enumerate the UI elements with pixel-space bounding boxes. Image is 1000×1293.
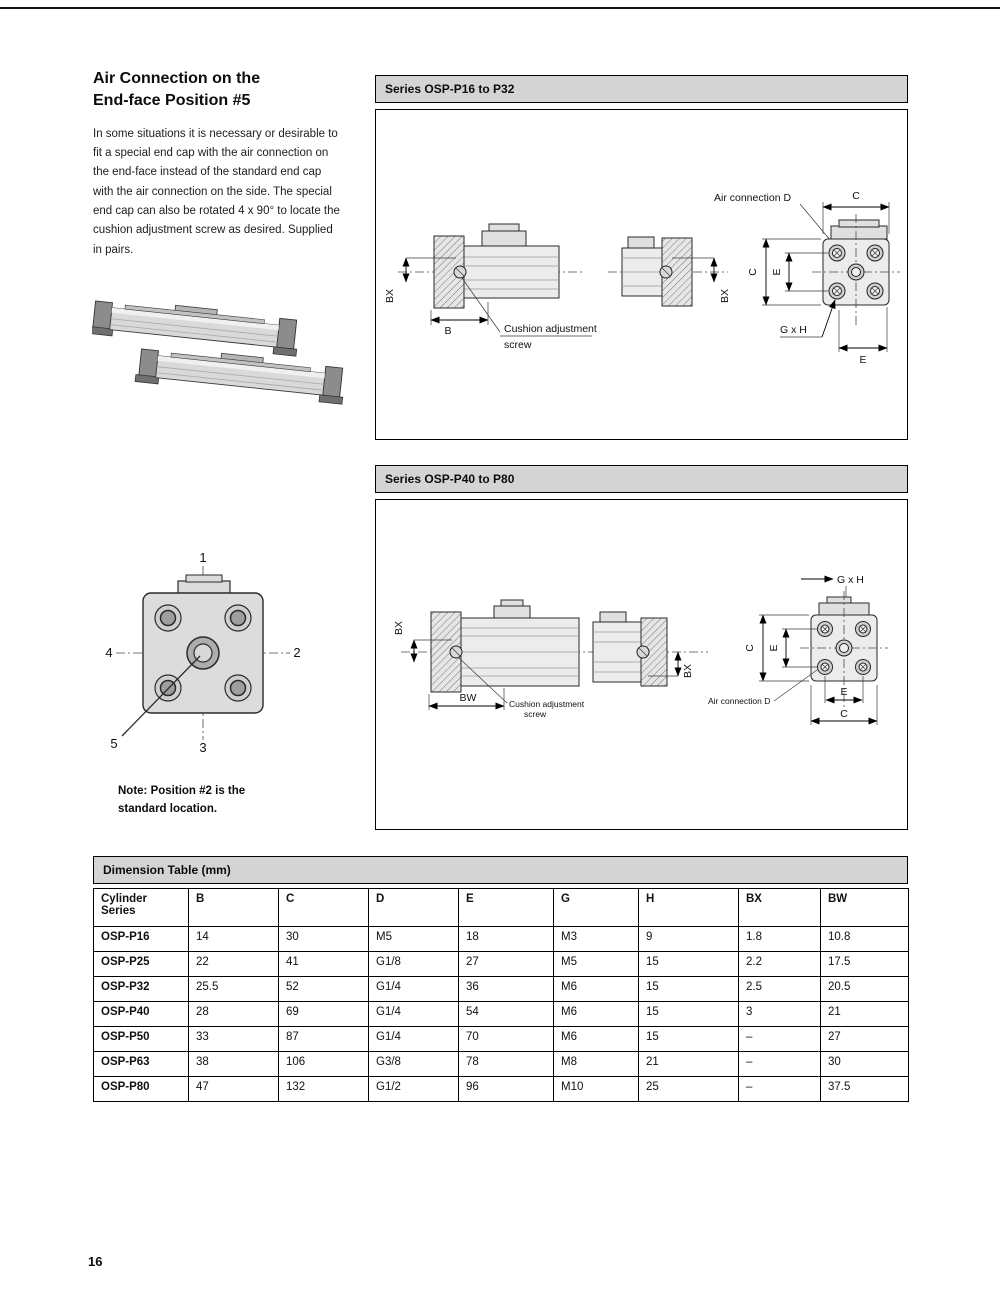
note-text [118,783,245,819]
column-header: E [459,889,554,927]
table-row [94,952,909,977]
value-cell: G1/4 [369,1027,459,1052]
value-cell: 21 [821,1002,909,1027]
diagram1-drawing [376,110,907,439]
value-cell: 25 [639,1077,739,1102]
value-cell: 21 [639,1052,739,1077]
value-cell: G1/2 [369,1077,459,1102]
table-row [94,977,909,1002]
value-cell: 30 [279,927,369,952]
end-view [714,190,900,366]
column-header: Cylinder Series [94,889,189,927]
value-cell: 27 [821,1027,909,1052]
dim-label-bx-left: BX [393,620,405,636]
value-cell: M6 [554,977,639,1002]
dim-label-gxh: G x H [837,574,864,586]
value-cell: 96 [459,1077,554,1102]
value-cell: M5 [554,952,639,977]
dim-label-bx-right: BX [682,663,694,679]
value-cell: 37.5 [821,1077,909,1102]
dim-label-c-left: C [747,268,759,276]
value-cell: 27 [459,952,554,977]
value-cell: 41 [279,952,369,977]
page-title [93,68,369,113]
cushion-label-line2: screw [524,709,547,719]
column-header: BW [821,889,909,927]
position-label-4: 4 [105,645,113,660]
side-view-left [384,224,597,351]
diagram2-header: Series OSP-P40 to P80 [375,465,908,493]
value-cell: 17.5 [821,952,909,977]
value-cell: M6 [554,1027,639,1052]
dim-label-e-bottom: E [840,686,848,698]
page-number: 16 [88,1254,103,1269]
position-label-1: 1 [199,550,207,565]
dim-label-c-left: C [744,644,756,652]
value-cell: – [739,1052,821,1077]
dim-label-e-left: E [768,644,780,652]
value-cell: 15 [639,1002,739,1027]
dim-label-e-bottom: E [859,354,867,366]
side-view-middle [593,612,708,686]
series-cell: OSP-P40 [94,1002,189,1027]
page-title-line1: Air Connection on the [93,70,261,87]
page-top-rule [0,7,1000,9]
dimension-table-body [94,927,909,1102]
value-cell: G3/8 [369,1052,459,1077]
table-row [94,1002,909,1027]
page-title-line2: End-face Position #5 [93,92,251,110]
series-cell: OSP-P50 [94,1027,189,1052]
table-row [94,927,909,952]
end-cap-tab [178,581,230,594]
table-row [94,1027,909,1052]
dim-label-c-top: C [852,190,860,202]
position-label-2: 2 [293,645,301,660]
dim-label-gxh: G x H [780,324,807,336]
value-cell: 1.8 [739,927,821,952]
cylinder-illustration-1 [92,297,300,357]
column-header: C [279,889,369,927]
value-cell: 54 [459,1002,554,1027]
value-cell: 30 [821,1052,909,1077]
value-cell: 15 [639,1027,739,1052]
diagram1-header: Series OSP-P16 to P32 [375,75,908,103]
value-cell: 69 [279,1002,369,1027]
value-cell: M6 [554,1002,639,1027]
diagram-box-p40-p80 [375,465,908,830]
value-cell: 106 [279,1052,369,1077]
dim-label-bw: BW [459,692,477,704]
value-cell: 18 [459,927,554,952]
diagram-box-p16-p32 [375,75,908,440]
air-connection-label: Air connection D [708,696,771,706]
value-cell: M5 [369,927,459,952]
value-cell: 25.5 [189,977,279,1002]
position-label-3: 3 [199,740,207,755]
value-cell: 3 [739,1002,821,1027]
cylinder-illustration-2 [135,345,346,405]
value-cell: 2.2 [739,952,821,977]
series-cell: OSP-P25 [94,952,189,977]
value-cell: 14 [189,927,279,952]
value-cell: 52 [279,977,369,1002]
dim-label-e-left: E [771,268,783,276]
value-cell: 15 [639,952,739,977]
position-label-5: 5 [110,736,118,751]
series-cell: OSP-P16 [94,927,189,952]
series-cell: OSP-P32 [94,977,189,1002]
note-line1: Note: Position #2 is the [118,785,246,797]
diagram2-drawing [376,500,907,829]
table-row [94,1052,909,1077]
cushion-label-line2: screw [504,339,532,351]
value-cell: 70 [459,1027,554,1052]
column-header: BX [739,889,821,927]
value-cell: M3 [554,927,639,952]
dim-label-c-bottom: C [840,708,848,720]
value-cell: 38 [189,1052,279,1077]
column-header: H [639,889,739,927]
dim-label-bx-left: BX [384,288,396,304]
article-section [93,68,369,260]
end-view [708,591,888,725]
diagram1-body [375,109,908,440]
value-cell: 33 [189,1027,279,1052]
value-cell: M8 [554,1052,639,1077]
cushion-label-line1: Cushion adjustment [509,699,585,709]
product-image [92,293,362,415]
dimension-table-header-row [94,889,909,927]
value-cell: 10.8 [821,927,909,952]
air-connection-label: Air connection D [714,192,792,204]
side-view-middle [608,237,731,306]
dimension-table-title: Dimension Table (mm) [93,856,908,884]
value-cell: 78 [459,1052,554,1077]
cushion-label-line1: Cushion adjustment [504,323,597,335]
value-cell: 15 [639,977,739,1002]
value-cell: 2.5 [739,977,821,1002]
column-header: D [369,889,459,927]
column-header: B [189,889,279,927]
value-cell: G1/4 [369,977,459,1002]
value-cell: 36 [459,977,554,1002]
diagram2-body [375,499,908,830]
side-view-left [393,600,598,719]
series-cell: OSP-P80 [94,1077,189,1102]
value-cell: – [739,1027,821,1052]
dimension-table [93,888,909,1102]
position-diagram [100,548,305,756]
note-line2: standard location. [118,802,218,815]
value-cell: 47 [189,1077,279,1102]
article-body: In some situations it is necessary or desirable to fit a special end cap with the air connection on the end-face instead of the standard end cap with the air connection on the side. The special end cap can also be rotated 4 x 90° to locate the cushion adjustment screw as desired. Supplied in pairs. [93,127,340,256]
value-cell: 9 [639,927,739,952]
value-cell: 28 [189,1002,279,1027]
dim-label-b: B [444,325,452,337]
value-cell: G1/4 [369,1002,459,1027]
dimension-table-section [93,856,908,1102]
value-cell: 132 [279,1077,369,1102]
value-cell: G1/8 [369,952,459,977]
value-cell: M10 [554,1077,639,1102]
table-row [94,1077,909,1102]
value-cell: 87 [279,1027,369,1052]
dim-label-bx-right: BX [719,288,731,304]
value-cell: – [739,1077,821,1102]
column-header: G [554,889,639,927]
series-cell: OSP-P63 [94,1052,189,1077]
value-cell: 22 [189,952,279,977]
value-cell: 20.5 [821,977,909,1002]
